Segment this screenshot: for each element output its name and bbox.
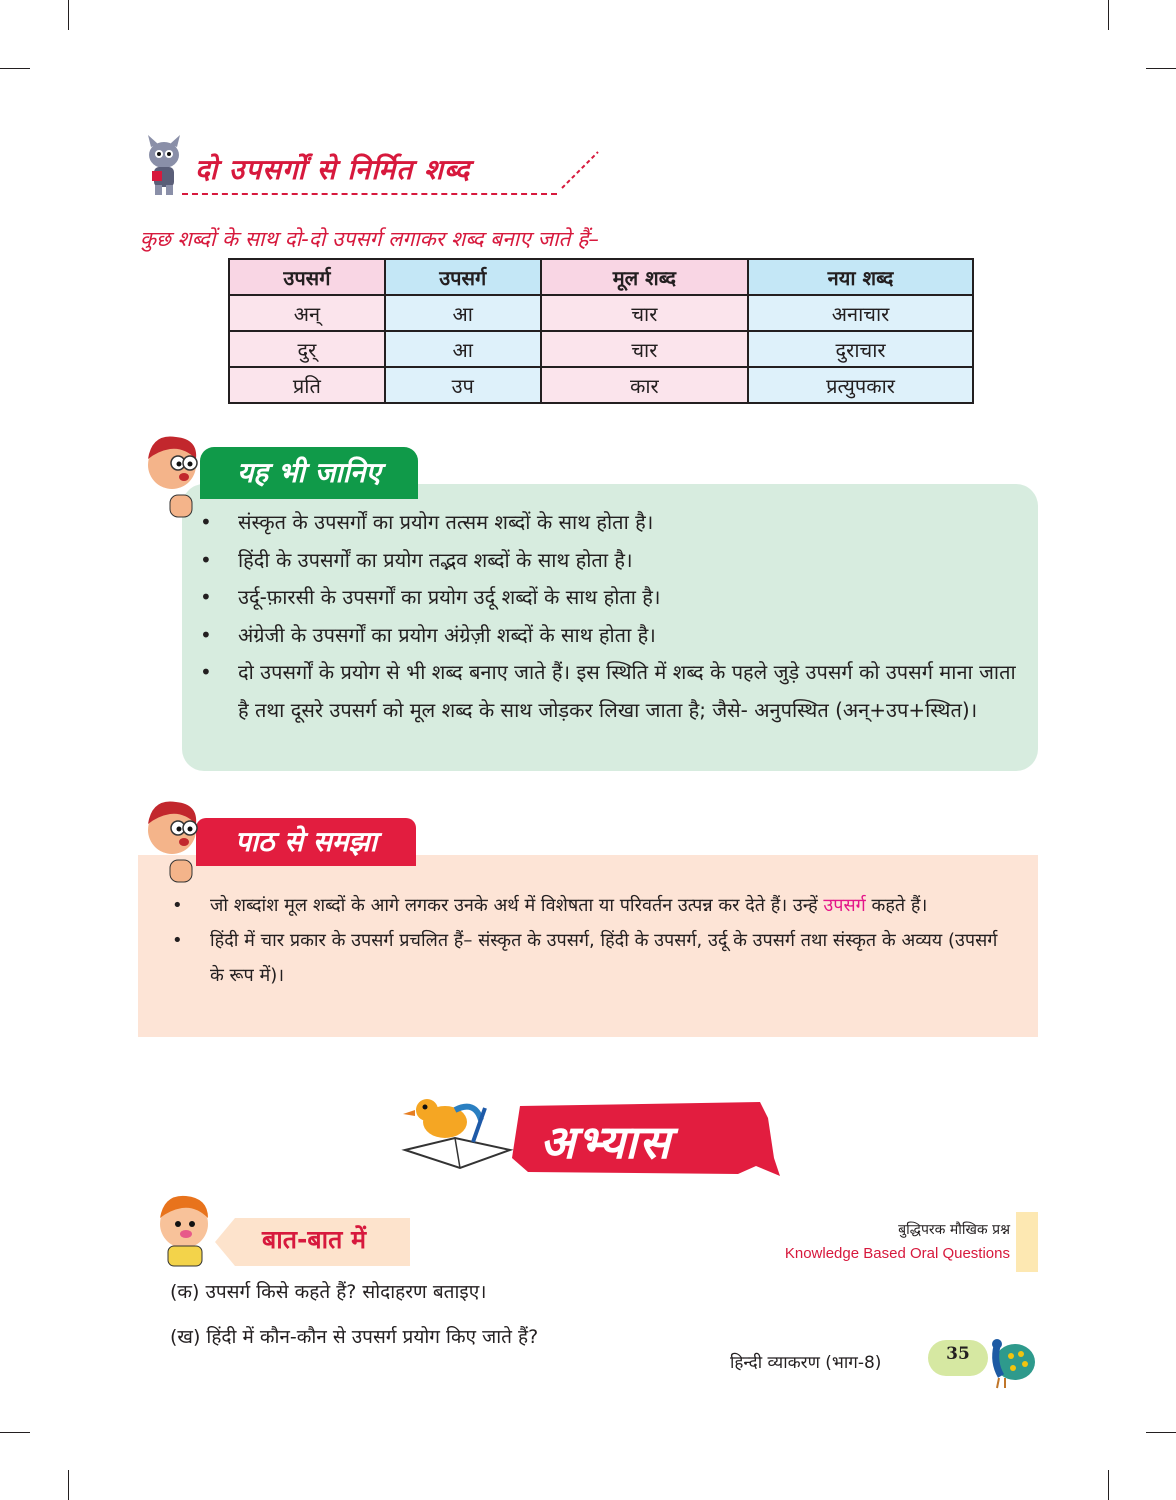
table-row: [229, 331, 973, 367]
know-more-title: यह भी जानिए: [200, 447, 418, 499]
list-item: • दो उपसर्गों के प्रयोग से भी शब्द बनाए जाते हैं। इस स्थिति में शब्द के पहले जुड़े उपसर्ग को उपसर्ग माना जाता है तथा दूसरे उपसर्ग को मूल शब्द के साथ जोड़कर लिखा जाता है; जैसे- अनुपस्थित (अन्+उप+स्थित)।: [198, 654, 1018, 729]
table-cell: आ: [385, 295, 541, 331]
list-item: • अंग्रेजी के उपसर्गों का प्रयोग अंग्रेज़ी शब्दों के साथ होता है।: [198, 617, 1018, 655]
table-cell: चार: [541, 331, 748, 367]
question-item: (क) उपसर्ग किसे कहते हैं? सोदाहरण बताइए।: [170, 1281, 487, 1303]
lesson-summary-list: [166, 888, 1006, 993]
oral-accent-bar: [1016, 1212, 1038, 1272]
boy-pointing-icon: [150, 1188, 220, 1268]
list-item: [166, 888, 1006, 923]
table-header: उपसर्ग: [385, 259, 541, 295]
lesson-summary-title: पाठ से समझा: [196, 818, 416, 866]
table-header-row: [229, 259, 973, 295]
list-item: • संस्कृत के उपसर्गों का प्रयोग तत्सम शब्दों के साथ होता है।: [198, 504, 1018, 542]
table-cell: दुराचार: [748, 331, 973, 367]
book-title: हिन्दी व्याकरण (भाग-8): [730, 1353, 882, 1373]
list-item: • हिंदी के उपसर्गों का प्रयोग तद्भव शब्दों के साथ होता है।: [198, 542, 1018, 580]
table-row: [229, 367, 973, 403]
crop-mark: [1108, 0, 1109, 30]
table-cell: कार: [541, 367, 748, 403]
title-flourish: [560, 150, 600, 190]
cat-mascot-icon: [138, 135, 190, 197]
table-cell: दुर्: [229, 331, 385, 367]
crop-mark: [1108, 1470, 1109, 1500]
bird-book-icon: [385, 1080, 520, 1180]
list-item: • उर्दू-फ़ारसी के उपसर्गों का प्रयोग उर्दू शब्दों के साथ होता है।: [198, 579, 1018, 617]
summary-text: कहते हैं।: [865, 895, 928, 916]
oral-subtitle-english: Knowledge Based Oral Questions: [784, 1245, 1010, 1262]
peacock-icon: [975, 1332, 1037, 1390]
list-item: • हिंदी में चार प्रकार के उपसर्ग प्रचलित हैं– संस्कृत के उपसर्ग, हिंदी के उपसर्ग, उर्दू के उपसर्ग तथा संस्कृत के अव्यय (उपसर्ग के रूप में)।: [166, 923, 1006, 993]
oral-questions-label: बात-बात में: [262, 1225, 367, 1254]
section-title: दो उपसर्गों से निर्मित शब्द: [195, 153, 471, 186]
table-header: उपसर्ग: [229, 259, 385, 295]
crop-mark: [68, 0, 69, 30]
crop-mark: [1146, 68, 1176, 69]
question-item: (ख) हिंदी में कौन-कौन से उपसर्ग प्रयोग किए जाते हैं?: [170, 1326, 539, 1348]
table-header: नया शब्द: [748, 259, 973, 295]
table-cell: प्रत्युपकार: [748, 367, 973, 403]
table-cell: उप: [385, 367, 541, 403]
title-underline: [182, 193, 557, 195]
prefix-table: [228, 258, 974, 404]
table-cell: अन्: [229, 295, 385, 331]
page-number: 35: [946, 1344, 970, 1364]
highlight-term: उपसर्ग: [823, 895, 866, 916]
table-cell: अनाचार: [748, 295, 973, 331]
know-more-list: [198, 504, 1018, 729]
crop-mark: [0, 68, 30, 69]
summary-text: जो शब्दांश मूल शब्दों के आगे लगकर उनके अर्थ में विशेषता या परिवर्तन उत्पन्न कर देते हैं। उन्हें: [210, 895, 824, 916]
table-cell: प्रति: [229, 367, 385, 403]
oral-subtitle-hindi: बुद्धिपरक मौखिक प्रश्न: [898, 1222, 1010, 1238]
boy-mascot-icon: [140, 790, 210, 890]
intro-text: कुछ शब्दों के साथ दो-दो उपसर्ग लगाकर शब्द बनाए जाते हैं–: [140, 227, 599, 251]
table-cell: चार: [541, 295, 748, 331]
crop-mark: [68, 1470, 69, 1500]
crop-mark: [1146, 1432, 1176, 1433]
table-cell: आ: [385, 331, 541, 367]
table-row: [229, 295, 973, 331]
exercise-title: अभ्यास: [540, 1115, 672, 1169]
table-header: मूल शब्द: [541, 259, 748, 295]
crop-mark: [0, 1432, 30, 1433]
